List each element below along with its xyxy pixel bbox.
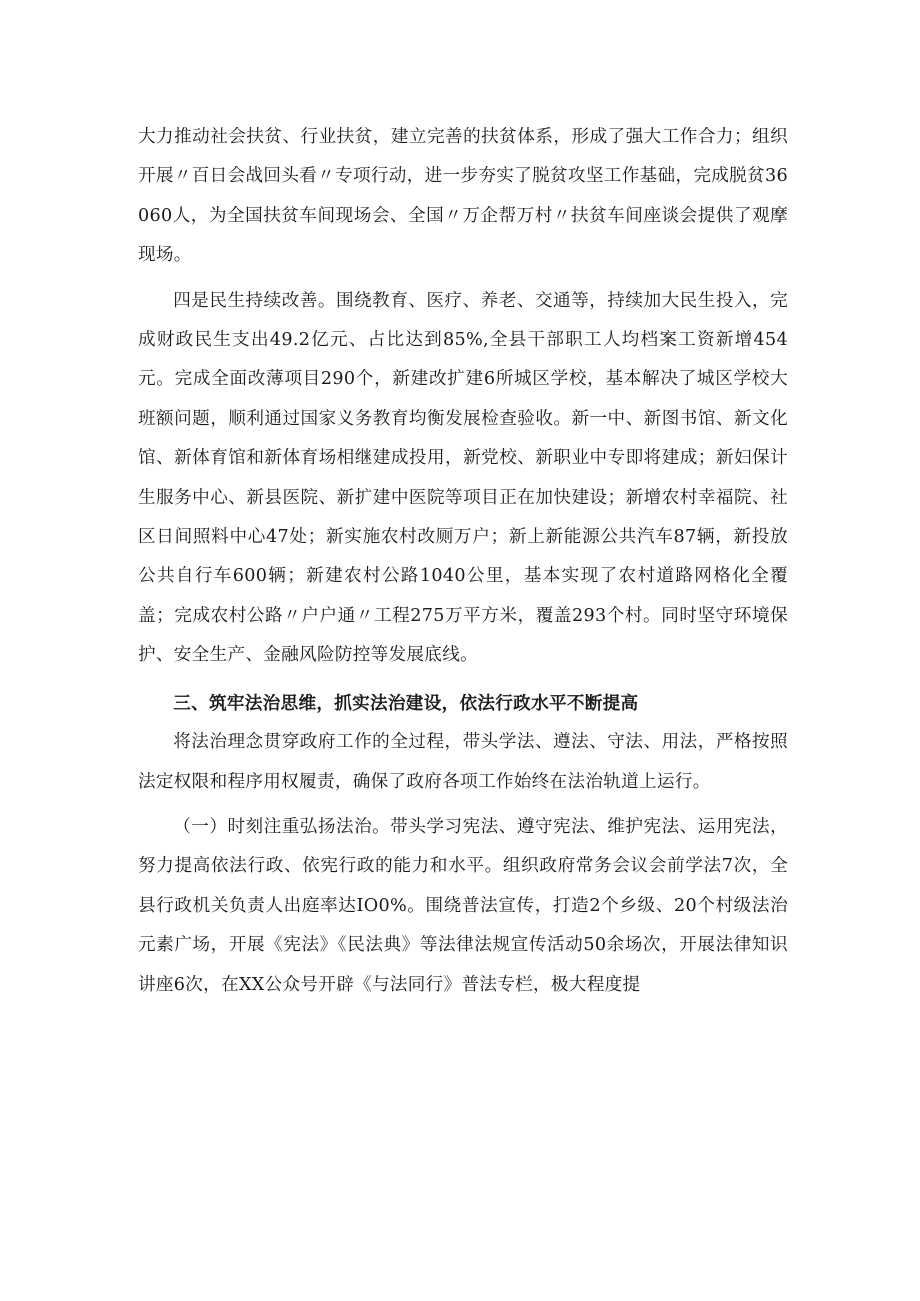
paragraph-spacer <box>138 676 788 684</box>
paragraph-rule-of-law-intro: 将法治理念贯穿政府工作的全过程，带头学法、遵法、守法、用法，严格按照法定权限和程序用权履责，确保了政府各项工作始终在法治轨道上运行。 <box>138 732 788 792</box>
section-heading-rule-of-law: 三、筑牢法治思维，抓实法治建设，依法行政水平不断提高 <box>173 692 639 714</box>
document-body <box>138 118 788 1005</box>
paragraph-poverty-alleviation: 大力推动社会扶贫、行业扶贫，建立完善的扶贫体系，形成了强大工作合力；组织开展〃百日会战回头看〃专项行动，进一步夯实了脱贫攻坚工作基础，完成脱贫36060人，为全国扶贫车间现场会、全国〃万企帮万村〃扶贫车间座谈会提供了观摩现场。 <box>138 127 788 266</box>
paragraph-promote-rule-of-law: （一）时刻注重弘扬法治。带头学习宪法、遵守宪法、维护宪法、运用宪法，努力提高依法行政、依宪行政的能力和水平。组织政府常务会议会前学法7次，全县行政机关负责人出庭率达IO0%。围绕普法宣传，打造2个乡级、20个村级法治元素广场，开展《宪法》《民法典》等法律法规宣传活动50余场次，开展法律知识讲座6次，在XX公众号开辟《与法同行》普法专栏，极大程度提 <box>138 816 788 995</box>
paragraph-livelihood: 四是民生持续改善。围绕教育、医疗、养老、交通等，持续加大民生投入，完成财政民生支出49.2亿元、占比达到85%,全县干部职工人均档案工资新增454元。完成全面改薄项目290个，新建改扩建6所城区学校，基本解决了城区学校大班额问题，顺利通过国家义务教育均衡发展检查验收。新一中、新图书馆、新文化馆、新体育馆和新体育场相继建成投用，新党校、新职业中专即将建成；新妇保计生服务中心、新县医院、新扩建中医院等项目正在加快建设；新增农村幸福院、社区日间照料中心47处；新实施农村改厕万户；新上新能源公共汽车87辆，新投放公共自行车600辆；新建农村公路1040公里，基本实现了农村道路网格化全覆盖；完成农村公路〃户户通〃工程275万平方米，覆盖293个村。同时坚守环境保护、安全生产、金融风险防控等发展底线。 <box>138 290 788 666</box>
